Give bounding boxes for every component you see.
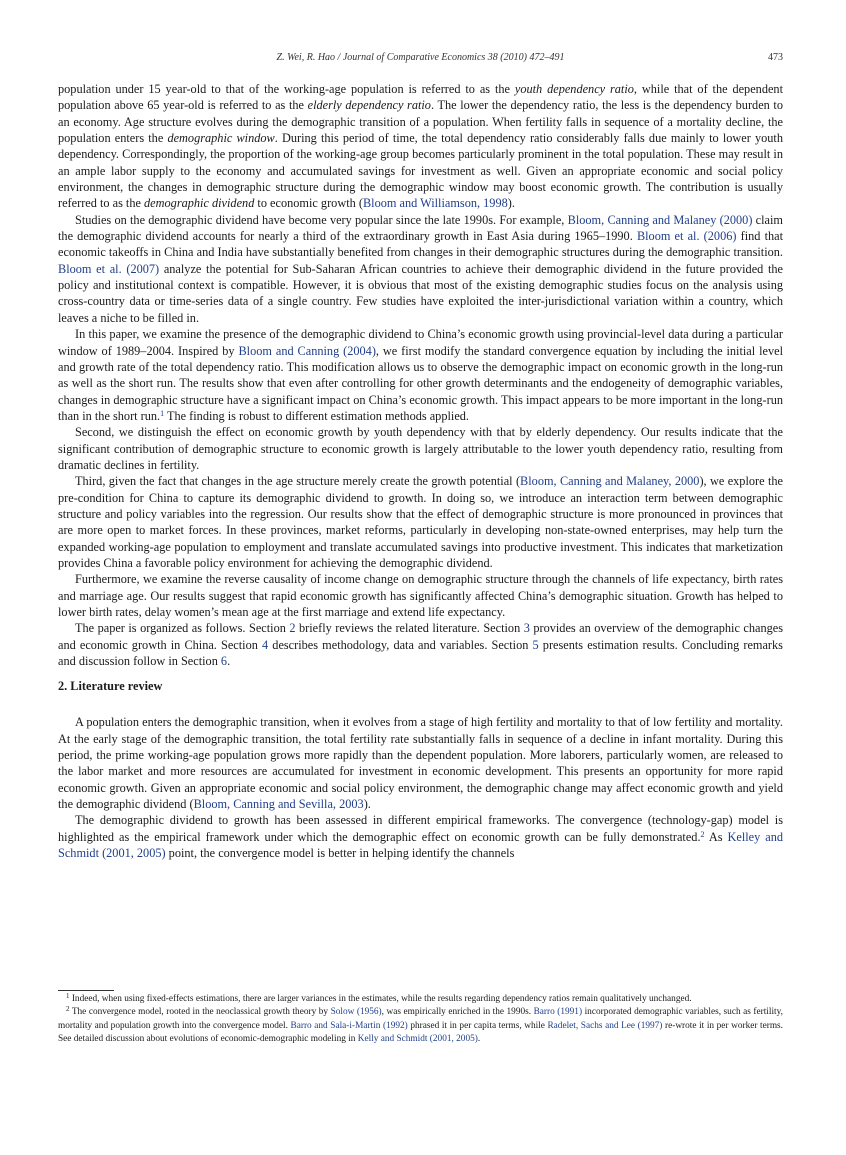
page-header (58, 50, 783, 70)
footnote-ref-1[interactable]: 1 (160, 408, 165, 418)
citation-link[interactable]: Bloom, Canning and Malaney, 2000 (520, 474, 700, 489)
paragraph-5 (58, 473, 783, 571)
text: analyze the potential for Sub-Saharan African countries to achieve their demographic dividend in the future provided the policy and institutional context is compatible. However, it is obvious that most of the existing demographic studies focus on the analysis using cross-country data or time-series data of a single country. Few studies have exploited the inter-jurisdictional variation within a country, which leaves a niche to be filled in. (58, 261, 784, 325)
text: As (704, 829, 728, 844)
text: briefly reviews the related literature. Section (295, 621, 524, 636)
paragraph-3 (58, 326, 783, 424)
text: Furthermore, we examine the reverse causality of income change on demographic structure through the channels of life expectancy, birth rates and marriage age. Our results suggest that rapid economic growth has significantly affected China’s demographic situation. Growth has helped to lower birth rates, delay women’s mean age at the first marriage and extend life expectancy. (58, 572, 783, 619)
text: . (227, 654, 231, 669)
citation-link[interactable]: Bloom and Williamson, 1998 (362, 196, 508, 211)
footnote-2 (58, 1006, 783, 1046)
citation-link[interactable]: Barro and Sala-i-Martin (1992) (290, 1020, 408, 1031)
section-link[interactable]: 3 (523, 621, 530, 636)
term-youth-dependency-ratio: youth dependency ratio (514, 82, 634, 96)
text: , we first modify the standard convergence equation by including the initial level and growth rate of the total dependency ratio. This modification allows us to observe the demographic impact on economic growth in the long-run as well as the short run. The results show that even after controlling for other growth determinants and the endogeneity of demographic variables, changes in demographic structure have a significant impact on China’s economic growth. This impact appears to be more important in the long-run than in the short run. (58, 343, 783, 423)
term-demographic-window: demographic window (167, 131, 275, 146)
text: Studies on the demographic dividend have become very popular since the late 1990s. For example, (75, 212, 568, 227)
footnote-mark: 1 (66, 991, 70, 1000)
citation-link[interactable]: Bloom, Canning and Sevilla, 2003 (193, 797, 364, 812)
text: The convergence model, rooted in the neoclassical growth theory by (69, 1007, 331, 1018)
text: to economic growth ( (254, 196, 363, 211)
page-number: 473 (768, 52, 783, 63)
citation-link[interactable]: Bloom, Canning and Malaney (2000) (567, 212, 753, 227)
term-elderly-dependency-ratio: elderly dependency ratio (307, 98, 431, 113)
text: Third, given the fact that changes in the age structure merely create the growth potential ( (75, 474, 521, 489)
text: claim the demographic dividend accounts for nearly a third of the extraordinary growth in East Asia during 1965–1990. (58, 212, 783, 244)
text: ), we explore the pre-condition for China to capture its demographic dividend to growth. In doing so, we introduce an interaction term between demographic structure and policy variables into the regression. Our results show that the effect of demographic structure is more pronounced in provinces that are more open to market forces. In these provinces, market reforms, particularly in developing non-state-owned enterprises, may help turn the expanded working-age population to employment and translate accumulated savings into productive investment. This indicates that marketization provides China a favorable policy environment for achieving the demographic dividend. (58, 474, 783, 570)
paragraph-1 (58, 81, 783, 212)
term-demographic-dividend: demographic dividend (144, 196, 255, 211)
citation-link[interactable]: Barro (1991) (533, 1007, 583, 1018)
paragraph-7 (58, 620, 783, 669)
footnote-mark: 2 (66, 1004, 70, 1013)
article-body (58, 81, 783, 861)
text: presents estimation results. Concluding remarks and discussion follow in Section (58, 637, 783, 669)
running-head: Z. Wei, R. Hao / Journal of Comparative Economics 38 (2010) 472–491 (276, 52, 565, 63)
text: The demographic dividend to growth has been assessed in different empirical frameworks. The convergence (technology-gap) model is highlighted as the empirical framework under which the demographic effect on economic growth can be fully demonstrated. (58, 813, 783, 844)
paragraph-9 (58, 812, 783, 861)
text: provides an overview of the demographic changes and economic growth in China. Section (58, 621, 783, 652)
text: . The lower the dependency ratio, the less is the dependency burden to an economy. Age structure evolves during the demographic transition of a population. When fertility falls in sequence of a mortality decline, the population enters the (58, 98, 783, 146)
paragraph-8 (58, 714, 783, 812)
text: In this paper, we examine the presence of the demographic dividend to China’s economic growth using provincial-level data during a particular window of 1989–2004. Inspired by (58, 327, 783, 358)
text: point, the convergence model is better in helping identify the channels (165, 846, 515, 861)
text: The paper is organized as follows. Section (75, 621, 290, 636)
text: Second, we distinguish the effect on economic growth by youth dependency with that by elderly dependency. Our results indicate that the significant contribution of demographic structure to economic growth is largely attributable to the lower youth dependency ratio, resulting from dramatic declines in fertility. (58, 425, 783, 472)
footnote-divider (58, 990, 114, 991)
section-link[interactable]: 5 (532, 637, 539, 652)
citation-link[interactable]: Kelley and Schmidt (2001, 2005) (58, 829, 783, 861)
footnote-1 (58, 993, 783, 1006)
text: Indeed, when using fixed-effects estimations, there are larger variances in the estimates, while the results regarding dependency ratios remain qualitatively unchanged. (69, 994, 692, 1004)
text: describes methodology, data and variables. Section (268, 637, 533, 652)
text: The finding is robust to different estimation methods applied. (164, 408, 469, 423)
footnotes (58, 993, 783, 1046)
paragraph-6 (58, 571, 783, 620)
citation-link[interactable]: Radelet, Sachs and Lee (1997) (547, 1020, 663, 1031)
section-link[interactable]: 4 (262, 637, 269, 652)
text: ). (363, 797, 371, 812)
footnote-ref-2[interactable]: 2 (700, 829, 705, 839)
section-link[interactable]: 2 (289, 621, 296, 636)
text: , was empirically enriched in the 1990s. (381, 1007, 534, 1018)
section-heading: 2. Literature review (58, 679, 163, 694)
paragraph-2 (58, 212, 783, 326)
text: find that economic takeoffs in China and India have substantially benefited from changes in their demographic structures during the demographic transition. (58, 229, 784, 260)
text: ). (507, 196, 515, 211)
citation-link[interactable]: Bloom and Canning (2004) (238, 343, 376, 358)
text: , while that of the dependent population above 65 year-old is referred to as the (58, 82, 783, 113)
text: . During this period of time, the total dependency ratio considerably falls due mainly to lower youth dependency. Correspondingly, the proportion of the working-age group becomes particularly prominent in the total population. These may result in an ample labor supply to the economy and accumulated savings for investment as well. Given an appropriate economic and social policy environment, the changes in demographic structure during the demographic window may boost economic growth. The contribution is usually referred to as the (58, 131, 783, 211)
text: population under 15 year-old to that of the working-age population is referred to as the (58, 82, 515, 96)
citation-link[interactable]: Solow (1956) (330, 1007, 382, 1018)
text: A population enters the demographic transition, when it evolves from a stage of high fertility and mortality to that of low fertility and mortality. At the early stage of the demographic transition, the total fertility rate substantially falls in sequence of a decline in infant mortality. During this period, the prime working-age population grows more rapidly than the dependent population. More laborers, particularly women, are released to the labor market and more resources are accumulated for investment in economic development. This presents an opportunity for more rapid economic growth. Given an appropriate economic and social policy environment, the demographic change may affect economic growth and yield the demographic dividend ( (58, 715, 783, 812)
text: re-wrote it in per worker terms. See detailed discussion about evolutions of economic-demographic modeling in (58, 1020, 784, 1044)
text: phrased it in per capita terms, while (407, 1020, 548, 1031)
citation-link[interactable]: Kelly and Schmidt (2001, 2005) (357, 1033, 478, 1044)
citation-link[interactable]: Bloom et al. (2006) (636, 229, 737, 244)
paragraph-4 (58, 424, 783, 473)
section-link[interactable]: 6 (220, 654, 228, 669)
text: incorporated demographic variables, such as fertility, mortality and population growth into the convergence model. (58, 1007, 783, 1031)
citation-link[interactable]: Bloom et al. (2007) (58, 261, 160, 276)
text: . (477, 1033, 481, 1044)
